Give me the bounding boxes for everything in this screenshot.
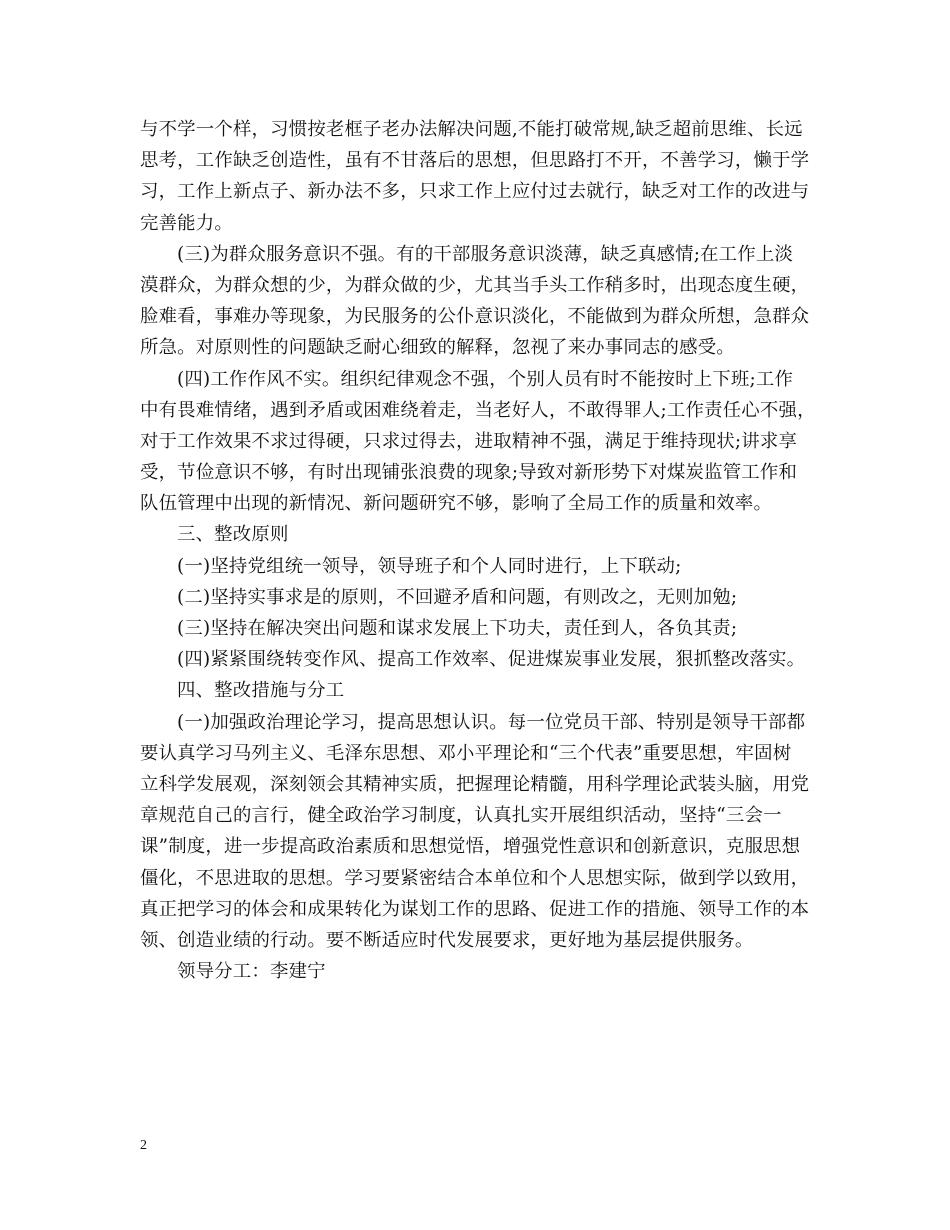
text-line: (一)坚持党组统一领导，领导班子和个人同时进行，上下联动; [177,555,682,577]
text-line: 课”制度，进一步提高政治素质和思想觉悟，增强党性意识和创新意识，克服思想 [140,836,801,858]
text-line: (四)紧紧围绕转变作风、提高工作效率、促进煤炭事业发展，狠抓整改落实。 [177,649,806,671]
text-line: 立科学发展观，深刻领会其精神实质，把握理论精髓，用科学理论武装头脑，用党 [140,773,810,795]
document-body [140,114,820,987]
text-line: 队伍管理中出现的新情况、新问题研究不够，影响了全局工作的质量和效率。 [140,493,773,515]
text-line: 领导分工：李建宁 [177,961,326,983]
text-line: (三)坚持在解决突出问题和谋求发展上下功夫，责任到人，各负其责; [177,618,738,639]
text-line: 对于工作效果不求过得硬，只求过得去，进取精神不强，满足于维持现状;讲求享 [140,430,798,452]
text-line: (四)工作作风不实。组织纪律观念不强，个别人员有时不能按时上下班;工作 [177,368,794,390]
text-line: 真正把学习的体会和成果转化为谋划工作的思路、促进工作的措施、领导工作的本 [140,898,810,920]
text-line: (一)加强政治理论学习，提高思想认识。每一位党员干部、特别是领导干部都 [177,711,806,733]
text-line: 受，节俭意识不够，有时出现铺张浪费的现象;导致对新形势下对煤炭监管工作和 [140,462,798,484]
text-line: 僵化，不思进取的思想。学习要紧密结合本单位和个人思想实际，做到学以致用， [140,867,810,889]
text-line: 三、整改原则 [177,524,289,546]
text-line: 四、整改措施与分工 [177,680,345,702]
text-line: 完善能力。 [140,212,233,234]
text-line: 思考，工作缺乏创造性，虽有不甘落后的思想，但思路打不开，不善学习，懒于学 [140,150,810,172]
text-line: (二)坚持实事求是的原则，不回避矛盾和问题，有则改之，无则加勉; [177,586,738,608]
text-line: 中有畏难情绪，遇到矛盾或困难绕着走，当老好人，不敢得罪人;工作责任心不强， [140,399,816,421]
text-line: 脸难看，事难办等现象，为民服务的公仆意识淡化，不能做到为群众所想，急群众 [140,306,810,328]
text-line: 所急。对原则性的问题缺乏耐心细致的解释，忽视了来办事同志的感受。 [140,337,735,359]
text-line: 习，工作上新点子、新办法不多，只求工作上应付过去就行，缺乏对工作的改进与 [140,181,810,203]
text-line: 章规范自己的言行，健全政治学习制度，认真扎实开展组织活动，坚持“三会一 [140,805,782,827]
text-line: 漠群众，为群众想的少，为群众做的少，尤其当手头工作稍多时，出现态度生硬， [140,274,810,296]
text-line: 要认真学习马列主义、毛泽东思想、邓小平理论和“三个代表”重要思想，牢固树 [140,742,792,764]
text-line: 领、创造业绩的行动。要不断适应时代发展要求，更好地为基层提供服务。 [140,929,754,951]
text-line: 与不学一个样，习惯按老框子老办法解决问题,不能打破常规,缺乏超前思维、长远 [140,119,803,140]
page-number: 2 [140,1138,147,1153]
text-line: (三)为群众服务意识不强。有的干部服务意识淡薄，缺乏真感情;在工作上淡 [177,243,794,265]
